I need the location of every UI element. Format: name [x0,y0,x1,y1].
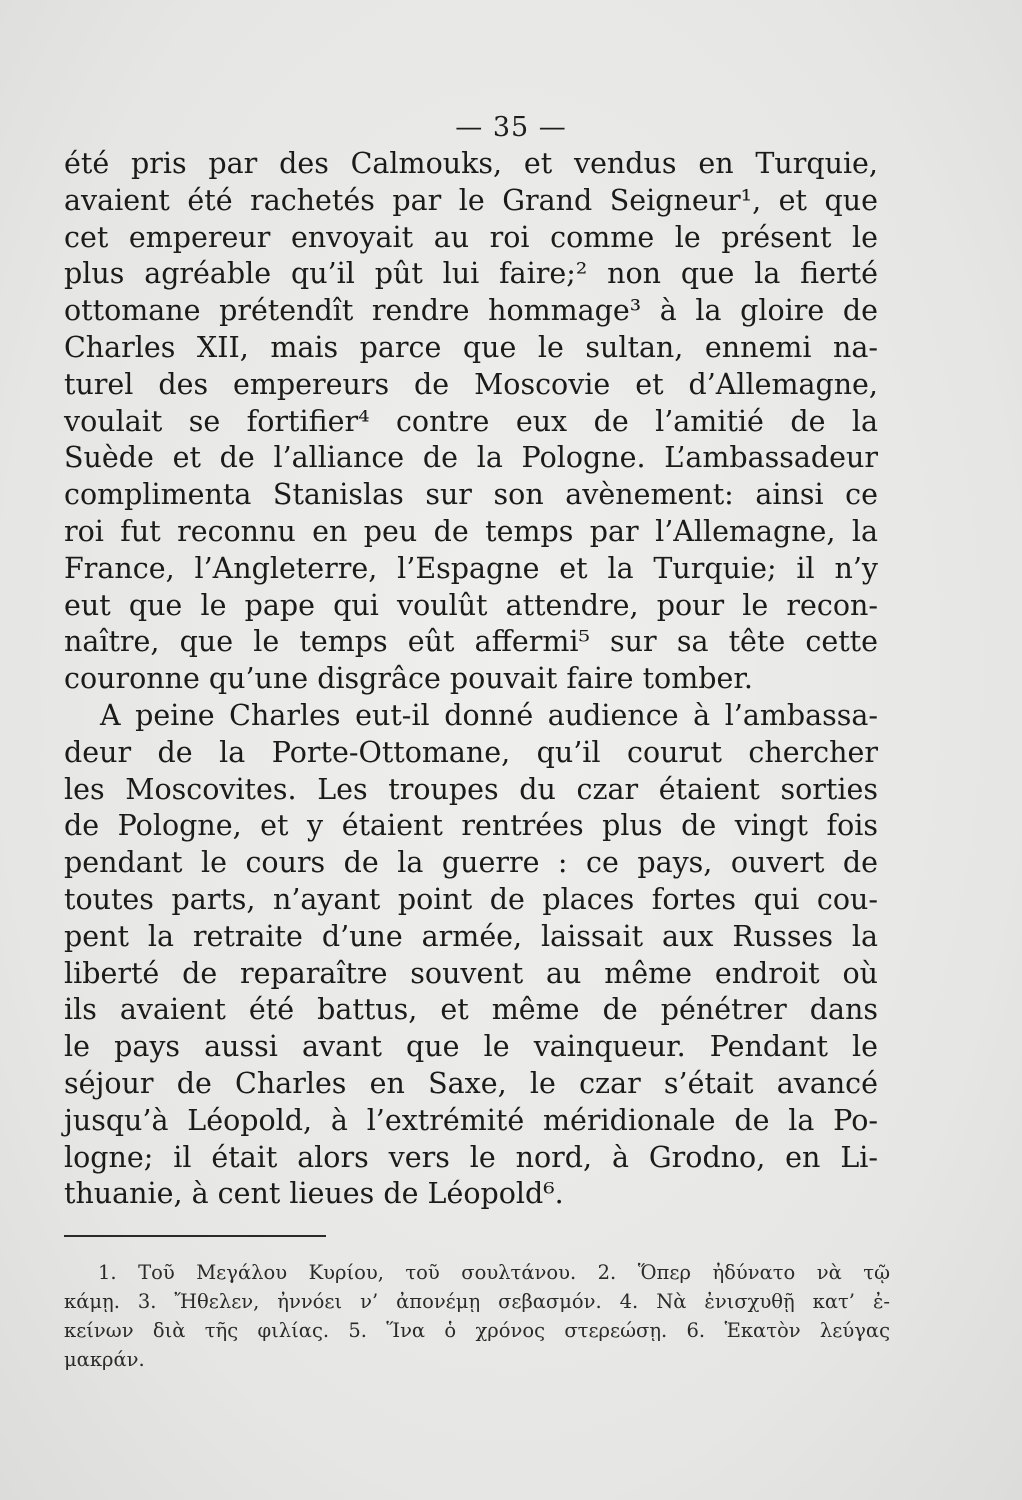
text-line: pent la retraite d’une armée, laissait aux Russes la [64,919,878,953]
text-line: couronne qu’une disgrâce pouvait faire tomber. [64,662,753,696]
text-line: le pays aussi avant que le vainqueur. Pendant le [64,1030,878,1064]
text-line: jusqu’à Léopold, à l’extrémité méridionale de la Po- [64,1103,878,1137]
text-line: Suède et de l’alliance de la Pologne. L’ambassadeur [64,441,878,475]
footnote-line: κείνων διὰ τῆς φιλίας. 5. Ἵνα ὁ χρόνος στερεώσῃ. 6. Ἑκατὸν λεύγας [64,1319,890,1342]
text-line: logne; il était alors vers le nord, à Grodno, en Li- [64,1140,878,1174]
text-line: de Pologne, et y étaient rentrées plus de vingt fois [64,809,878,843]
text-line: toutes parts, n’ayant point de places fortes qui cou- [64,882,878,916]
text-line: ils avaient été battus, et même de pénétrer dans [64,993,878,1027]
text-line: les Moscovites. Les troupes du czar étaient sorties [64,772,878,806]
text-line: plus agréable qu’il pût lui faire;² non que la fierté [64,257,878,291]
text-line: eut que le pape qui voulût attendre, pour le recon- [64,588,878,622]
footnotes [64,1258,890,1374]
text-line: voulait se fortifier⁴ contre eux de l’amitié de la [64,404,878,438]
text-line: naître, que le temps eût affermi⁵ sur sa tête cette [64,625,878,659]
text-line: A peine Charles eut-il donné audience à l’ambassa- [100,698,878,732]
body-text [64,146,878,1213]
text-line: deur de la Porte-Ottomane, qu’il courut chercher [64,735,878,769]
footnote-line: κάμῃ. 3. Ἤθελεν, ἠννόει ν’ ἀπονέμῃ σεβασμόν. 4. Νὰ ἐνισχυθῇ κατ’ ἐ- [64,1290,890,1313]
text-line: liberté de reparaître souvent au même endroit où [64,956,878,990]
footnote-rule [64,1235,326,1237]
text-line: France, l’Angleterre, l’Espagne et la Turquie; il n’y [64,551,878,585]
footnote-line: 1. Τοῦ Μεγάλου Κυρίου, τοῦ σουλτάνου. 2. Ὅπερ ἠδύνατο νὰ τῷ [98,1261,890,1284]
text-line: cet empereur envoyait au roi comme le présent le [64,220,878,254]
text-line: pendant le cours de la guerre : ce pays, ouvert de [64,846,878,880]
text-line: ottomane prétendît rendre hommage³ à la gloire de [64,294,878,328]
footnote-line: μακράν. [64,1348,145,1371]
text-line: thuanie, à cent lieues de Léopold⁶. [64,1177,564,1211]
text-line: complimenta Stanislas sur son avènement: ainsi ce [64,478,878,512]
text-line: avaient été rachetés par le Grand Seigneur¹, et que [64,183,878,217]
text-line: séjour de Charles en Saxe, le czar s’était avancé [64,1066,878,1100]
page-number: — 35 — [455,112,567,143]
text-line: turel des empereurs de Moscovie et d’Allemagne, [64,367,878,401]
text-line: été pris par des Calmouks, et vendus en Turquie, [64,147,878,180]
text-line: roi fut reconnu en peu de temps par l’Allemagne, la [64,514,878,548]
text-line: Charles XII, mais parce que le sultan, ennemi na- [64,330,878,364]
